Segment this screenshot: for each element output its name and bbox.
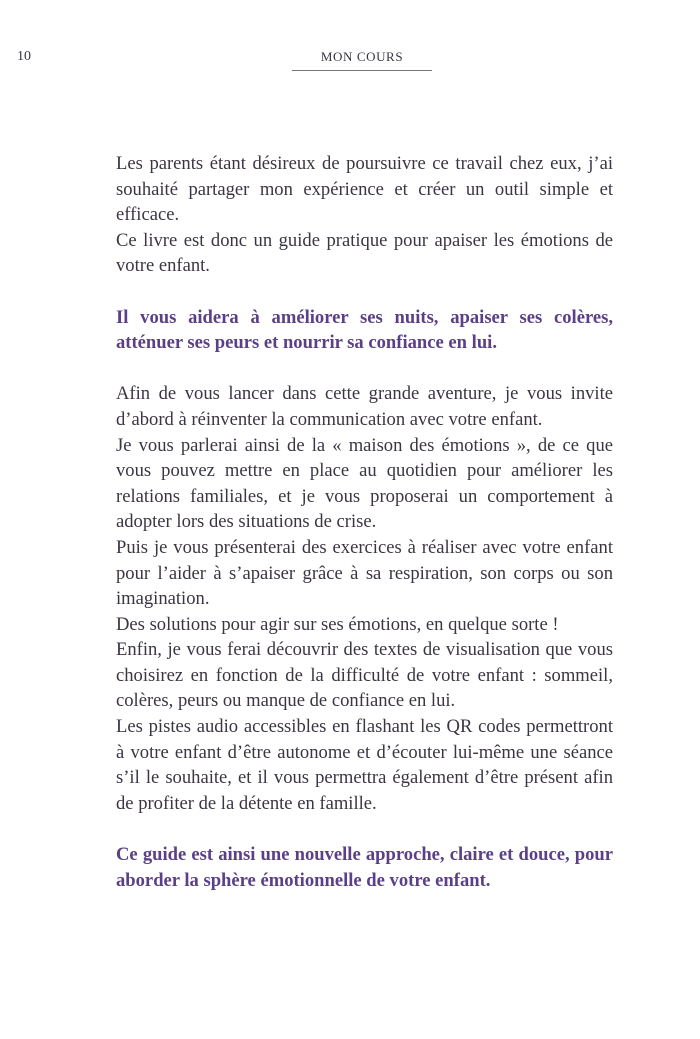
paragraph-spacer [116, 816, 613, 842]
paragraph-spacer [116, 279, 613, 305]
paragraph-spacer [116, 356, 613, 382]
paragraph-emphasis-benefits: Il vous aidera à améliorer ses nuits, apaiser ses colères, atténuer ses peurs et nourrir sa confiance en lui. [116, 306, 613, 354]
body-text [116, 151, 613, 893]
paragraph-solutions: Des solutions pour agir sur ses émotions, en quelque sorte ! [116, 613, 559, 635]
page-number: 10 [17, 49, 31, 64]
paragraph-emphasis-conclusion: Ce guide est ainsi une nouvelle approche, claire et douce, pour aborder la sphère émotionnelle de votre enfant. [116, 844, 613, 891]
paragraph-emotions-house: Je vous parlerai ainsi de la « maison des émotions », de ce que vous pouvez mettre en place au quotidien pour améliorer les relations familiales, et je vous proposerai un comportement à adopter lors des situations de crise. [116, 434, 613, 533]
paragraph-exercises: Puis je vous présenterai des exercices à réaliser avec votre enfant pour l’aider à s’apaiser grâce à sa respiration, son corps ou son imagination. [116, 536, 613, 610]
paragraph-adventure: Afin de vous lancer dans cette grande aventure, je vous invite d’abord à réinventer la communication avec votre enfant. [116, 383, 613, 430]
running-header: MON COURS [320, 49, 404, 64]
paragraph-audio-tracks: Les pistes audio accessibles en flashant les QR codes permettront à votre enfant d’être autonome et d’écouter lui-même une séance s’il le souhaite, et il vous permettra également d’être présent afin de profiter de la détente en famille. [116, 716, 613, 814]
paragraph-intro: Les parents étant désireux de poursuivre ce travail chez eux, j’ai souhaité partager mon expérience et créer un outil simple et efficace. [116, 153, 613, 226]
header-rule [292, 70, 432, 71]
paragraph-visualisation: Enfin, je vous ferai découvrir des textes de visualisation que vous choisirez en fonction de la difficulté de votre enfant : sommeil, colères, peurs ou manque de confiance en lui. [116, 639, 613, 712]
paragraph-guide: Ce livre est donc un guide pratique pour apaiser les émotions de votre enfant. [116, 229, 613, 277]
